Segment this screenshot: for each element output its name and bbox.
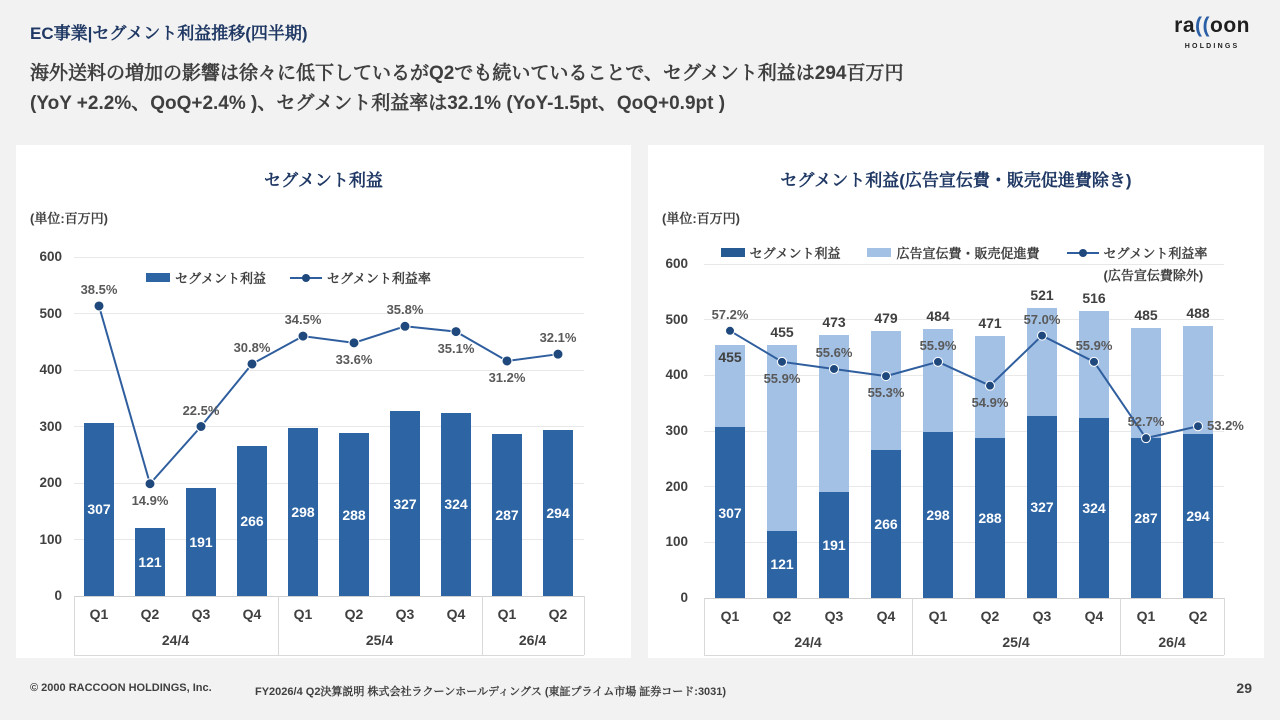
x-year-label: 24/4 <box>161 632 190 648</box>
legend-label: セグメント利益 <box>749 246 841 261</box>
bar-value-label: 266 <box>874 515 898 532</box>
footer-copyright: © 2000 RACCOON HOLDINGS, Inc. <box>30 682 212 694</box>
bar-value-label: 294 <box>1186 508 1210 525</box>
x-quarter-label: Q4 <box>1084 608 1104 624</box>
gridline <box>74 426 584 427</box>
x-quarter-label: Q1 <box>928 608 948 624</box>
x-quarter-label: Q2 <box>1188 608 1208 624</box>
axis-group-separator <box>1224 598 1225 655</box>
line-point <box>451 327 461 337</box>
legend-item <box>721 243 841 262</box>
line-point <box>726 326 735 335</box>
x-quarter-label: Q2 <box>772 608 792 624</box>
page-title: EC事業|セグメント利益推移(四半期) <box>30 24 308 43</box>
line-point <box>349 338 359 348</box>
chart-title-right: セグメント利益(広告宣伝費・販売促進費除き) <box>780 171 1132 190</box>
rate-data-label: 57.2% <box>711 306 749 322</box>
page-number: 29 <box>1236 680 1252 696</box>
line-point <box>502 356 512 366</box>
axis-bottom-border <box>704 655 1224 656</box>
x-quarter-label: Q4 <box>446 606 466 622</box>
chart-canvas-right <box>648 145 1264 658</box>
bar-value-label: 298 <box>926 507 950 524</box>
legend-bar-swatch-icon <box>146 273 170 282</box>
x-year-label: 26/4 <box>518 632 547 648</box>
x-year-label: 24/4 <box>794 634 822 650</box>
legend-item-row <box>1067 243 1208 262</box>
line-point <box>145 479 155 489</box>
stack-total-label: 479 <box>874 310 898 327</box>
rate-data-label: 53.2% <box>1207 418 1244 434</box>
rate-data-label: 55.9% <box>919 337 957 353</box>
stack-total-label: 485 <box>1134 307 1158 324</box>
chart-panel-segment-profit-ex-ads <box>648 145 1264 658</box>
x-quarter-label: Q1 <box>89 606 109 622</box>
unit-label-right: (単位:百万円) <box>662 211 740 226</box>
x-quarter-label: Q2 <box>140 606 160 622</box>
stack-total-label: 484 <box>926 307 950 324</box>
legend-label: セグメント利益率 <box>1103 246 1208 261</box>
x-quarter-label: Q1 <box>497 606 517 622</box>
y-axis-tick-label: 100 <box>39 531 62 547</box>
stack-total-label: 455 <box>770 323 794 340</box>
chart-title-left: セグメント利益 <box>264 171 383 190</box>
y-axis-tick-label: 300 <box>39 418 62 434</box>
y-axis-tick-label: 600 <box>39 249 62 264</box>
x-quarter-label: Q3 <box>191 606 211 622</box>
stack-total-label: 455 <box>718 348 742 365</box>
y-axis-tick-label: 200 <box>665 478 688 494</box>
rate-data-label: 55.3% <box>867 385 905 401</box>
y-axis-tick-label: 300 <box>665 423 688 438</box>
x-quarter-label: Q3 <box>824 608 844 624</box>
x-quarter-label: Q4 <box>876 608 896 624</box>
x-year-label: 25/4 <box>1002 634 1030 650</box>
x-quarter-label: Q3 <box>1032 608 1052 624</box>
legend-item <box>146 268 266 287</box>
rate-data-label: 52.7% <box>1127 414 1165 430</box>
rate-data-label: 55.9% <box>1075 337 1113 353</box>
rate-data-label: 14.9% <box>131 492 169 508</box>
legend <box>704 243 1224 284</box>
bar-value-label: 298 <box>291 503 315 520</box>
rate-data-label: 57.0% <box>1023 311 1061 327</box>
raccoon-logo-wordmark: ra((oon <box>1174 14 1250 37</box>
bar-value-label: 266 <box>240 512 264 529</box>
rate-data-label: 22.5% <box>182 402 220 418</box>
bar-value-label: 287 <box>1134 510 1158 527</box>
legend-item <box>867 243 1039 262</box>
legend-sublabel: (広告宣伝費除外) <box>1103 268 1204 283</box>
y-axis-tick-label: 0 <box>680 590 688 605</box>
footer-deck-title: FY2026/4 Q2決算説明 株式会社ラクーンホールディングス (東証プライム市場 証券コード:3031) <box>255 686 727 698</box>
stack-total-label: 471 <box>978 314 1002 331</box>
bar-value-label: 287 <box>495 506 519 523</box>
raccoon-logo <box>1174 16 1250 57</box>
x-quarter-label: Q2 <box>344 606 364 622</box>
line-point <box>94 301 104 311</box>
line-point <box>400 321 410 331</box>
y-axis-tick-label: 0 <box>54 588 62 603</box>
logo-parens-icon: (( <box>1195 14 1211 37</box>
bar-value-label: 307 <box>87 501 111 518</box>
bar-ad-cost <box>975 336 1005 438</box>
y-axis-tick-label: 500 <box>665 311 688 327</box>
stack-total-label: 521 <box>1030 286 1054 303</box>
rate-data-label: 55.9% <box>763 370 801 386</box>
rate-data-label: 30.8% <box>233 339 271 355</box>
legend-bar-swatch-icon <box>721 248 745 257</box>
legend-line-marker-icon <box>290 273 322 282</box>
bar-value-label: 191 <box>189 534 213 551</box>
legend <box>34 268 544 287</box>
chart-panel-segment-profit <box>16 145 631 658</box>
rate-data-label: 35.8% <box>386 302 424 318</box>
line-point <box>553 349 563 359</box>
rate-data-label: 33.6% <box>335 351 373 367</box>
x-quarter-label: Q2 <box>980 608 1000 624</box>
x-quarter-label: Q3 <box>395 606 415 622</box>
line-point <box>247 359 257 369</box>
bar-value-label: 288 <box>342 506 366 523</box>
rate-data-label: 38.5% <box>80 281 118 297</box>
x-year-label: 25/4 <box>365 632 394 648</box>
bar-value-label: 294 <box>546 504 570 521</box>
y-axis-tick-label: 200 <box>39 475 62 490</box>
x-quarter-label: Q1 <box>1136 608 1156 624</box>
raccoon-logo-holdings: HOLDINGS <box>1184 43 1240 50</box>
x-quarter-label: Q4 <box>242 606 262 622</box>
rate-data-label: 54.9% <box>971 394 1009 410</box>
bar-value-label: 324 <box>444 496 468 513</box>
stack-total-label: 488 <box>1186 305 1210 322</box>
x-quarter-label: Q1 <box>720 608 740 624</box>
bar-value-label: 191 <box>822 536 846 553</box>
lead-text-line1: 海外送料の増加の影響は徐々に低下しているがQ2でも続いていることで、セグメント利益は294百万円 <box>30 63 904 84</box>
lead-text-line2: (YoY +2.2%、QoQ+2.4% )、セグメント利益率は32.1% (YoY-1.5pt、QoQ+0.9pt ) <box>30 93 726 114</box>
line-point <box>298 331 308 341</box>
y-axis-tick-label: 400 <box>665 367 688 383</box>
x-quarter-label: Q1 <box>293 606 313 622</box>
unit-label-left: (単位:百万円) <box>30 211 108 226</box>
rate-data-label: 34.5% <box>284 312 322 328</box>
y-axis-tick-label: 100 <box>665 534 688 550</box>
rate-data-label: 55.6% <box>815 344 853 360</box>
legend-item <box>1067 243 1208 284</box>
bar-value-label: 121 <box>770 556 794 573</box>
y-axis-tick-label: 600 <box>665 256 688 271</box>
bar-value-label: 307 <box>718 504 742 521</box>
y-axis-tick-label: 400 <box>39 362 62 377</box>
bar-ad-cost <box>1079 311 1109 418</box>
legend-item <box>290 268 431 287</box>
stack-total-label: 516 <box>1082 289 1106 306</box>
rate-data-label: 31.2% <box>488 369 526 385</box>
axis-group-separator <box>584 596 585 655</box>
legend-label: セグメント利益 <box>175 271 266 286</box>
legend-label: 広告宣伝費・販売促進費 <box>896 246 1040 261</box>
y-axis-tick-label: 500 <box>39 305 62 321</box>
chart-canvas-left <box>16 145 631 658</box>
x-quarter-label: Q2 <box>548 606 568 622</box>
bar-value-label: 327 <box>393 495 417 512</box>
gridline <box>74 257 584 258</box>
rate-data-label: 35.1% <box>437 340 475 356</box>
legend-bar-swatch-icon <box>867 248 891 257</box>
legend-line-marker-icon <box>1067 248 1099 257</box>
legend-label: セグメント利益率 <box>327 271 431 286</box>
stack-total-label: 473 <box>822 313 846 330</box>
bar-value-label: 324 <box>1082 499 1106 516</box>
x-year-label: 26/4 <box>1158 634 1186 650</box>
bar-value-label: 288 <box>978 509 1002 526</box>
bar-value-label: 327 <box>1030 498 1054 515</box>
rate-data-label: 32.1% <box>539 330 577 346</box>
axis-bottom-border <box>74 655 584 656</box>
bar-value-label: 121 <box>138 553 162 570</box>
